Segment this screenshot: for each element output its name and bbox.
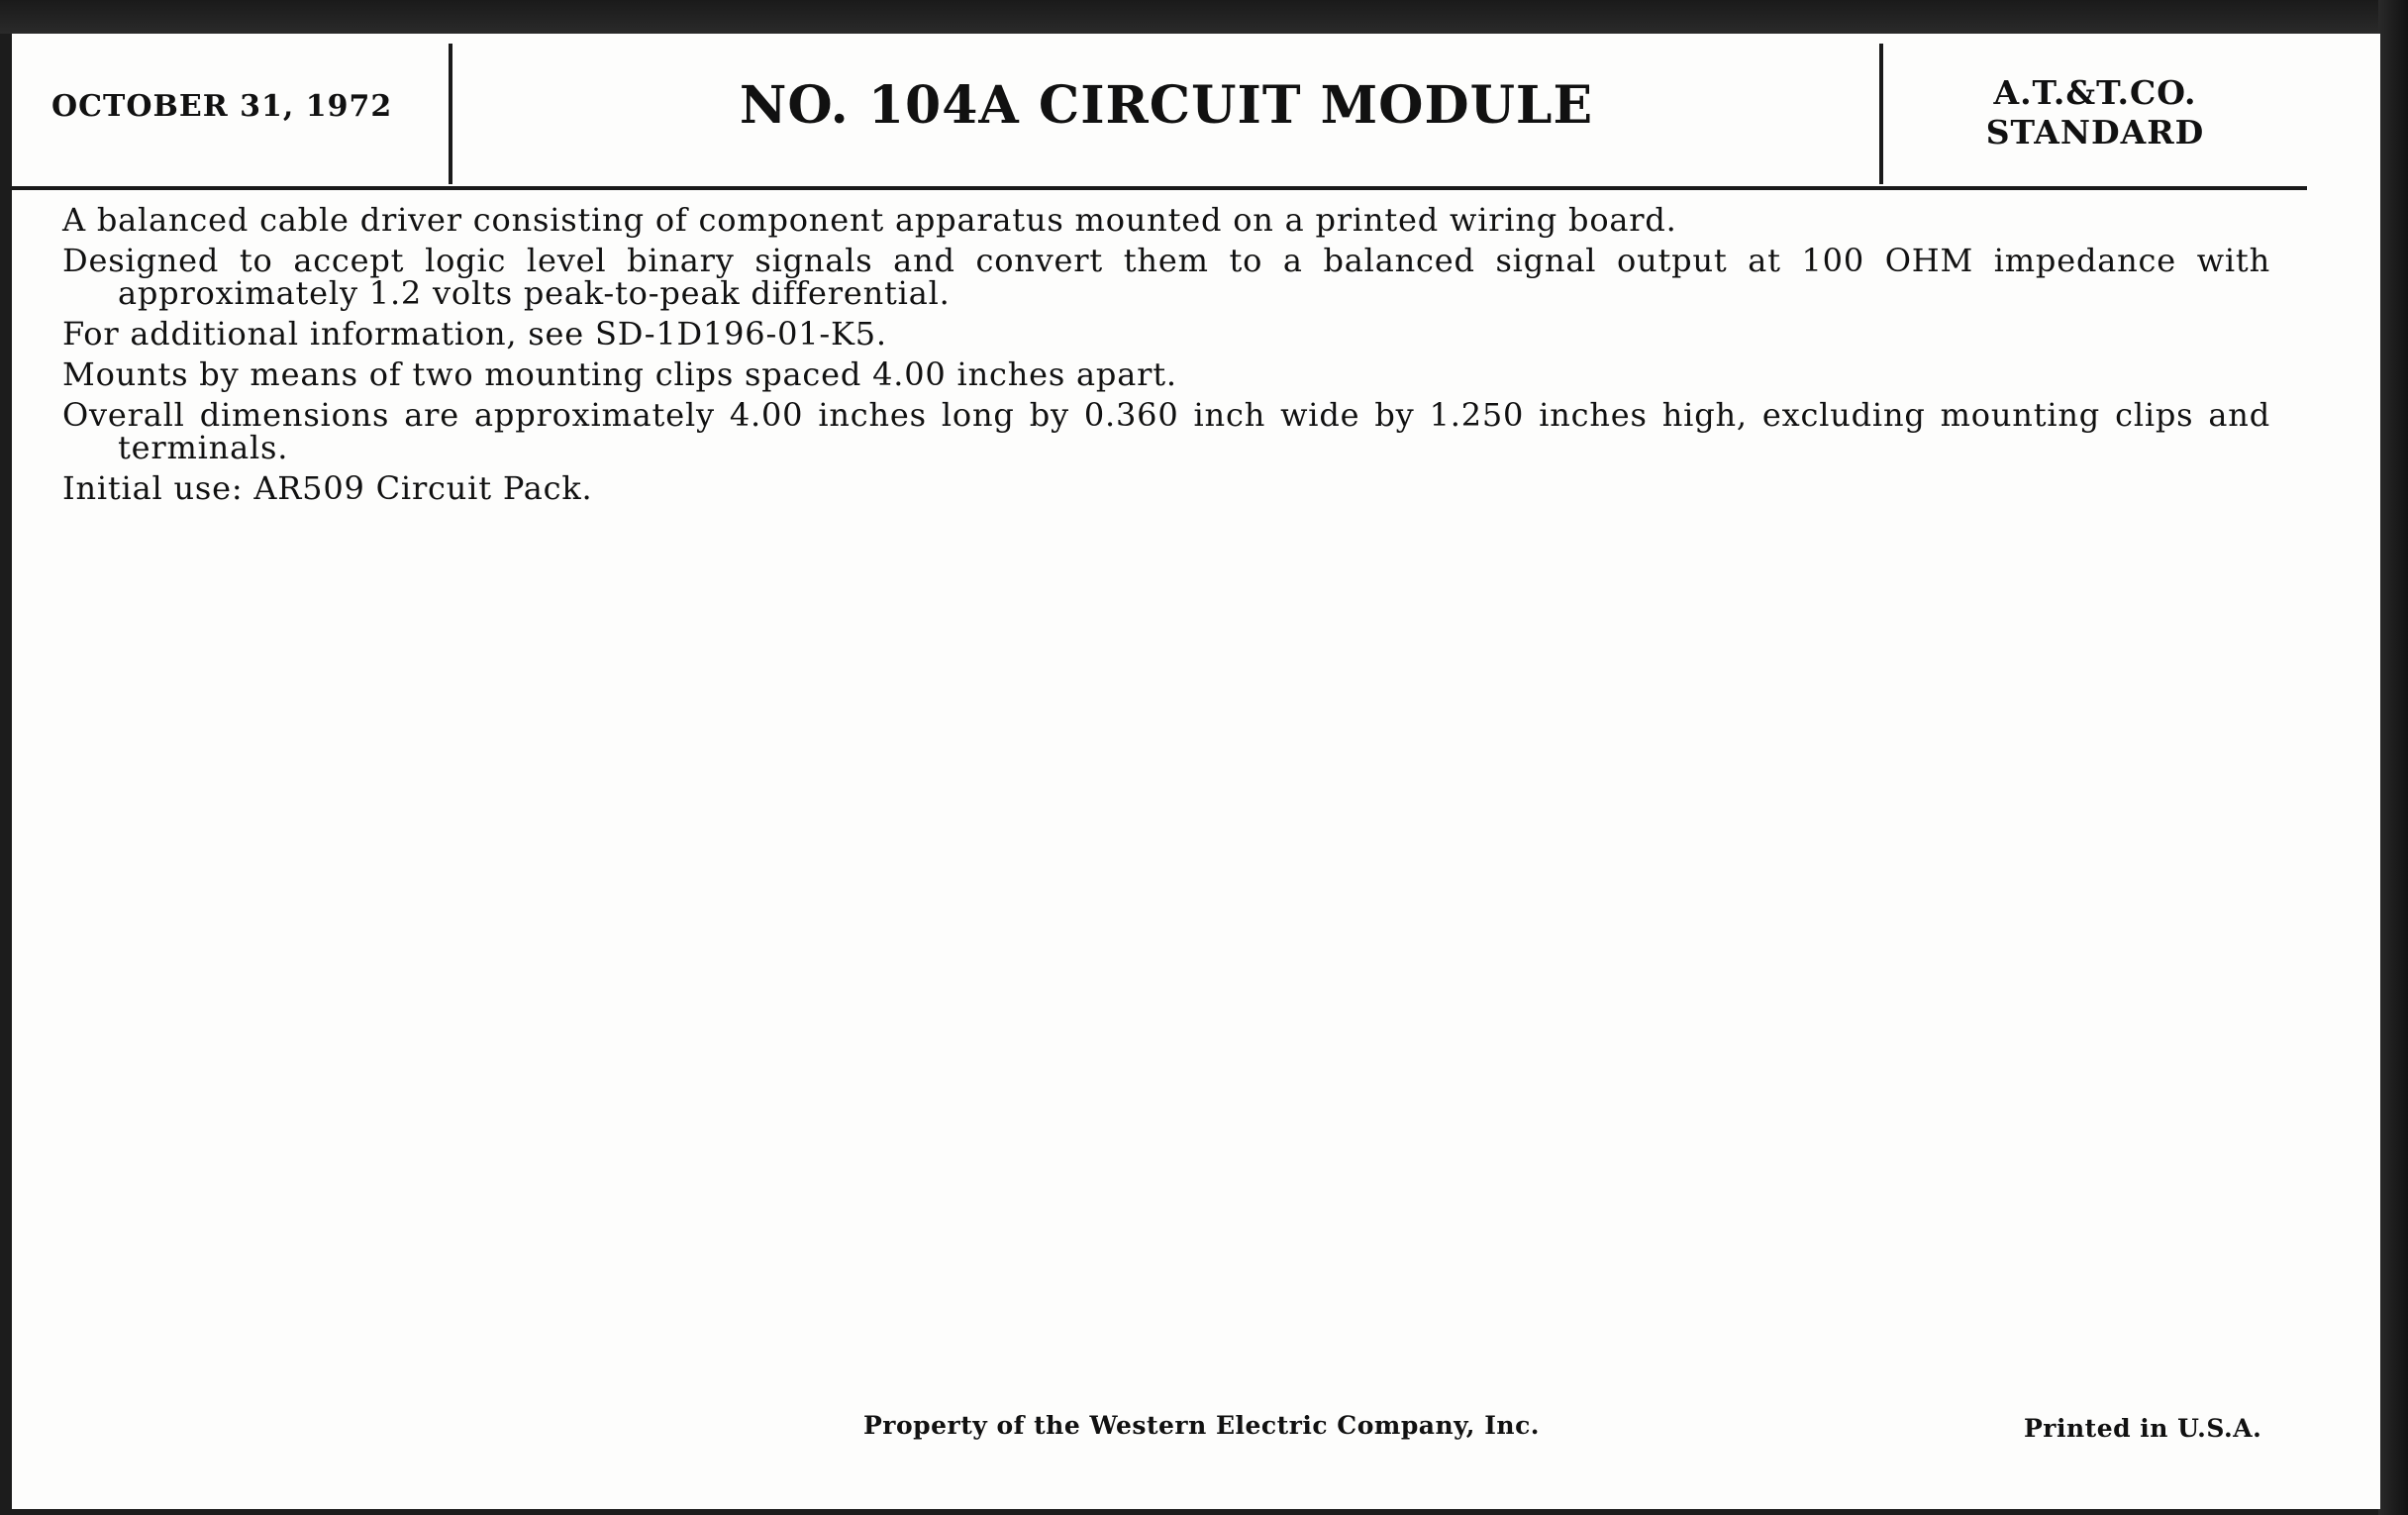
- standard-label-line1: A.T.&T.CO.: [1993, 73, 2197, 112]
- document-header: [12, 34, 2307, 186]
- paragraph-description: A balanced cable driver consisting of component apparatus mounted on a printed wiring board.: [62, 201, 1677, 239]
- document-body: [62, 201, 2270, 513]
- paragraph-design: Designed to accept logic level binary signals and convert them to a balanced signal output at 100 OHM impedance with approximately 1.2 volts peak-to-peak differential.: [62, 242, 2270, 312]
- paragraph-initial-use: Initial use: AR509 Circuit Pack.: [62, 469, 593, 507]
- paragraph-mounting: Mounts by means of two mounting clips spaced 4.00 inches apart.: [62, 355, 1177, 393]
- issue-date: OCTOBER 31, 1972: [51, 89, 393, 124]
- standard-label-line2: STANDARD: [1985, 113, 2205, 152]
- scan-border-right: [2378, 0, 2408, 1515]
- document-card: [12, 34, 2380, 1509]
- document-title: NO. 104A CIRCUIT MODULE: [739, 75, 1594, 136]
- header-rule: [12, 186, 2307, 190]
- footer-property: Property of the Western Electric Company, Inc.: [863, 1411, 1541, 1440]
- scan-border-top: [0, 0, 2408, 34]
- paragraph-dimensions: Overall dimensions are approximately 4.00 inches long by 0.360 inch wide by 1.250 inches high, excluding mounting clips and terminals.: [62, 396, 2270, 466]
- paragraph-reference: For additional information, see SD-1D196-01-K5.: [62, 315, 887, 353]
- header-divider-left: [449, 44, 452, 184]
- standard-label: [1883, 73, 2307, 152]
- footer-printed: Printed in U.S.A.: [2024, 1414, 2262, 1443]
